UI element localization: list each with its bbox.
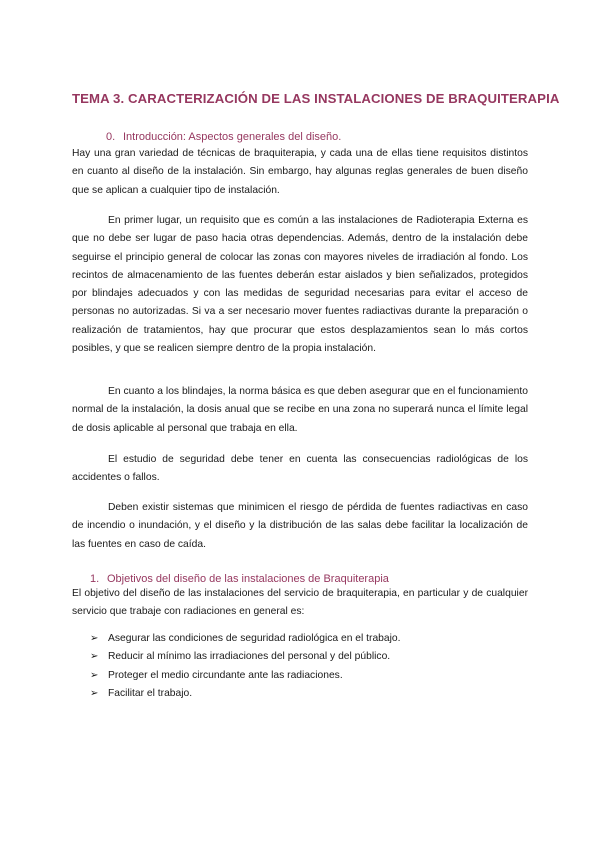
section-0-heading-text: Introducción: Aspectos generales del diseño. — [123, 131, 342, 143]
arrow-bullet-icon: ➢ — [90, 687, 99, 699]
list-item-text: Reducir al mínimo las irradiaciones del personal y del público. — [108, 651, 391, 663]
list-item — [90, 667, 530, 685]
objectives-intro-paragraph: El objetivo del diseño de las instalaciones del servicio de braquiterapia, en particular y de cualquier servicio que trabaje con radiaciones en general es: — [72, 588, 528, 618]
section-1-heading-text: Objetivos del diseño de las instalaciones de Braquiterapia — [107, 573, 389, 585]
intro-paragraph-3: En cuanto a los blindajes, la norma básica es que deben asegurar que en el funcionamiento normal de la instalación, la dosis anual que se recibe en una zona no superará nunca el límite legal de dosis aplicable al personal que trabaja en ella. — [72, 386, 528, 434]
section-1-heading — [90, 573, 389, 585]
section-0-heading — [106, 131, 341, 143]
list-item-text: Facilitar el trabajo. — [108, 687, 193, 699]
list-item — [90, 685, 530, 703]
intro-paragraph-2: En primer lugar, un requisito que es común a las instalaciones de Radioterapia Externa es que no debe ser lugar de paso hacia otras dependencias. Además, dentro de la instalación debe seguirse el principio general de colocar las zonas con mayores niveles de irradiación al fondo. Los recintos de almacenamiento de las fuentes deberán estar aislados y bien señalizados, protegidos por blindajes adecuados y con las medidas de seguridad necesarias para evitar el acceso de personas no autorizadas. Si va a ser necesario mover fuentes radiactivas durante la preparación o realización de tratamientos, hay que procurar que estos desplazamientos sean lo más cortos posibles, y que se realicen siempre dentro de la propia instalación. — [72, 215, 528, 355]
list-item — [90, 630, 530, 648]
arrow-bullet-icon: ➢ — [90, 669, 99, 681]
document-title: TEMA 3. CARACTERIZACIÓN DE LAS INSTALACIONES DE BRAQUITERAPIA — [72, 91, 560, 106]
arrow-bullet-icon: ➢ — [90, 633, 99, 644]
intro-paragraph-1: Hay una gran variedad de técnicas de braquiterapia, y cada una de ellas tiene requisitos distintos en cuanto al diseño de la instalación. Sin embargo, hay algunas reglas generales de buen diseño que se aplican a cualquier tipo de instalación. — [72, 148, 528, 196]
intro-paragraph-5: Deben existir sistemas que minimicen el riesgo de pérdida de fuentes radiactivas en caso de incendio o inundación, y el diseño y la distribución de las salas debe facilitar la localización de las fuentes en caso de caída. — [72, 502, 528, 550]
list-item — [90, 648, 530, 666]
list-item-text: Asegurar las condiciones de seguridad radiológica en el trabajo. — [108, 633, 401, 644]
section-0-number: 0. — [106, 131, 116, 143]
objectives-list — [90, 630, 530, 703]
section-1-number: 1. — [90, 573, 100, 585]
list-item-text: Proteger el medio circundante ante las radiaciones. — [108, 669, 343, 681]
arrow-bullet-icon: ➢ — [90, 651, 99, 663]
intro-paragraph-4: El estudio de seguridad debe tener en cuenta las consecuencias radiológicas de los accidentes o fallos. — [72, 454, 528, 484]
